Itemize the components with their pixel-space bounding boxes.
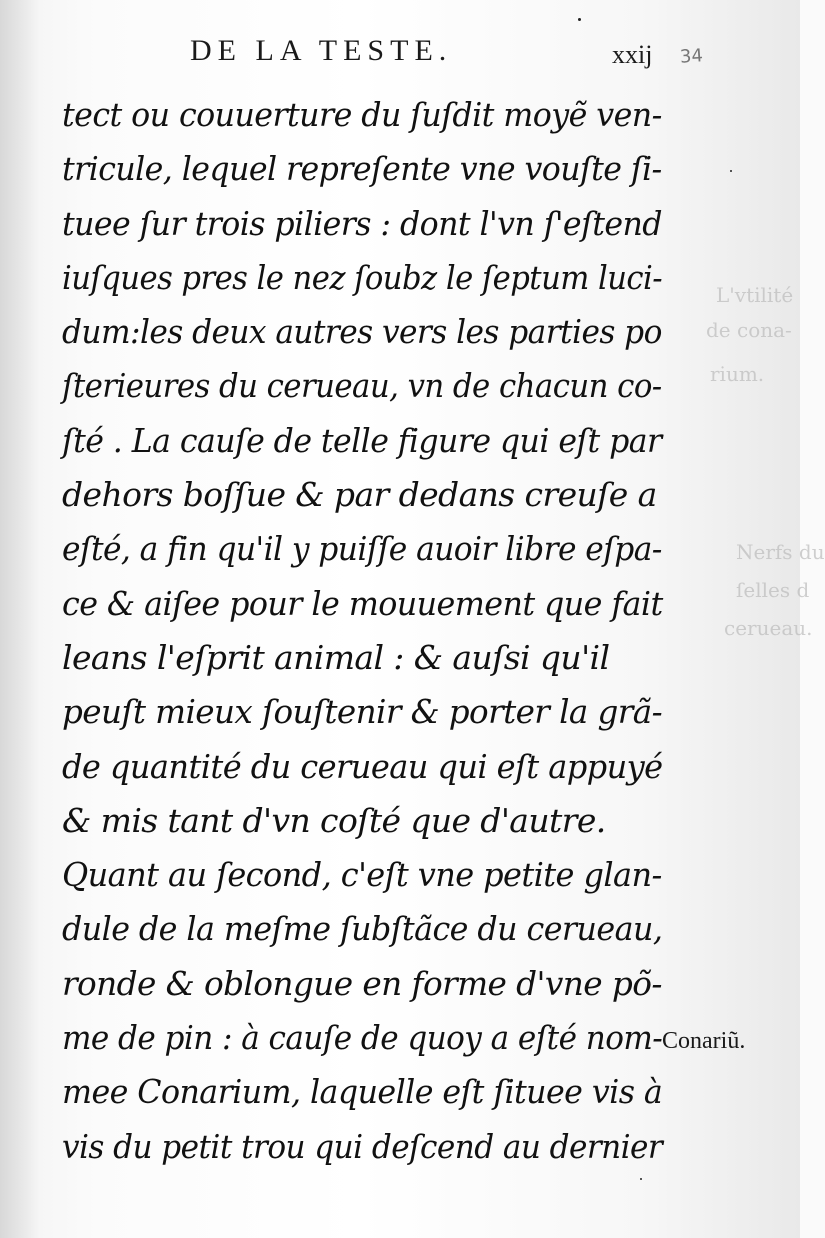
text-line: vis du petit trou qui deſcend au dernier — [62, 1126, 663, 1166]
ink-speck — [640, 1178, 642, 1180]
text-line: ſterieures du cerueau, vn de chacun co- — [62, 366, 662, 406]
page-number: xxij — [612, 40, 653, 69]
show-through-text: rium. — [710, 362, 765, 386]
text-line: tuee ſur trois piliers : dont l'vn ſ'eſtend — [62, 203, 662, 243]
text-line: leans l'eſprit animal : & auſsi qu'il — [62, 637, 610, 677]
text-line: me de pin : à cauſe de quoy a eſté nom- — [62, 1018, 663, 1058]
show-through-text: ſelles d — [736, 578, 810, 602]
show-through-text: L'vtilité — [716, 283, 794, 307]
handwritten-page-number: 34 — [679, 45, 704, 68]
text-line: eſté, a fin qu'il y puiſſe auoir libre eſpa- — [62, 529, 662, 569]
text-line: dum:les deux autres vers les parties po — [62, 312, 662, 352]
text-line: tricule, lequel repreſente vne vouſte ſi- — [62, 149, 662, 189]
show-through-text: cerueau. — [724, 616, 813, 640]
text-line: de quantité du cerueau qui eſt appuyé — [62, 746, 663, 786]
ink-speck — [578, 18, 581, 21]
gutter-shadow — [0, 0, 40, 1238]
text-line: ſté . La cauſe de telle figure qui eſt par — [62, 420, 662, 460]
body-text — [62, 88, 662, 1174]
text-line: ce & aiſee pour le mouuement que fait — [62, 583, 663, 623]
page-header — [0, 34, 800, 74]
text-line: iuſques pres le nez ſoubz le ſeptum luci- — [62, 257, 663, 297]
text-line: dehors boſſue & par dedans creuſe a — [62, 475, 657, 515]
running-head: DE LA TESTE. — [190, 34, 453, 67]
text-line: peuſt mieux ſouſtenir & porter la grã- — [62, 692, 663, 732]
marginal-note: Conariũ. — [662, 1028, 746, 1054]
text-line: dule de la meſme ſubſtãce du cerueau, — [62, 909, 663, 949]
text-line: ronde & oblongue en forme d'vne põ- — [62, 963, 662, 1003]
show-through-text: Nerfs du — [736, 540, 825, 564]
show-through-text: de cona- — [706, 318, 792, 342]
text-line: & mis tant d'vn coſté que d'autre. — [62, 800, 606, 840]
text-line: tect ou couuerture du ſuſdit moyẽ ven- — [62, 95, 662, 134]
text-line: Quant au ſecond, c'eſt vne petite glan- — [62, 855, 662, 895]
text-line: mee Conarium, laquelle eſt ſituee vis à — [62, 1072, 663, 1112]
ink-speck — [730, 170, 732, 172]
